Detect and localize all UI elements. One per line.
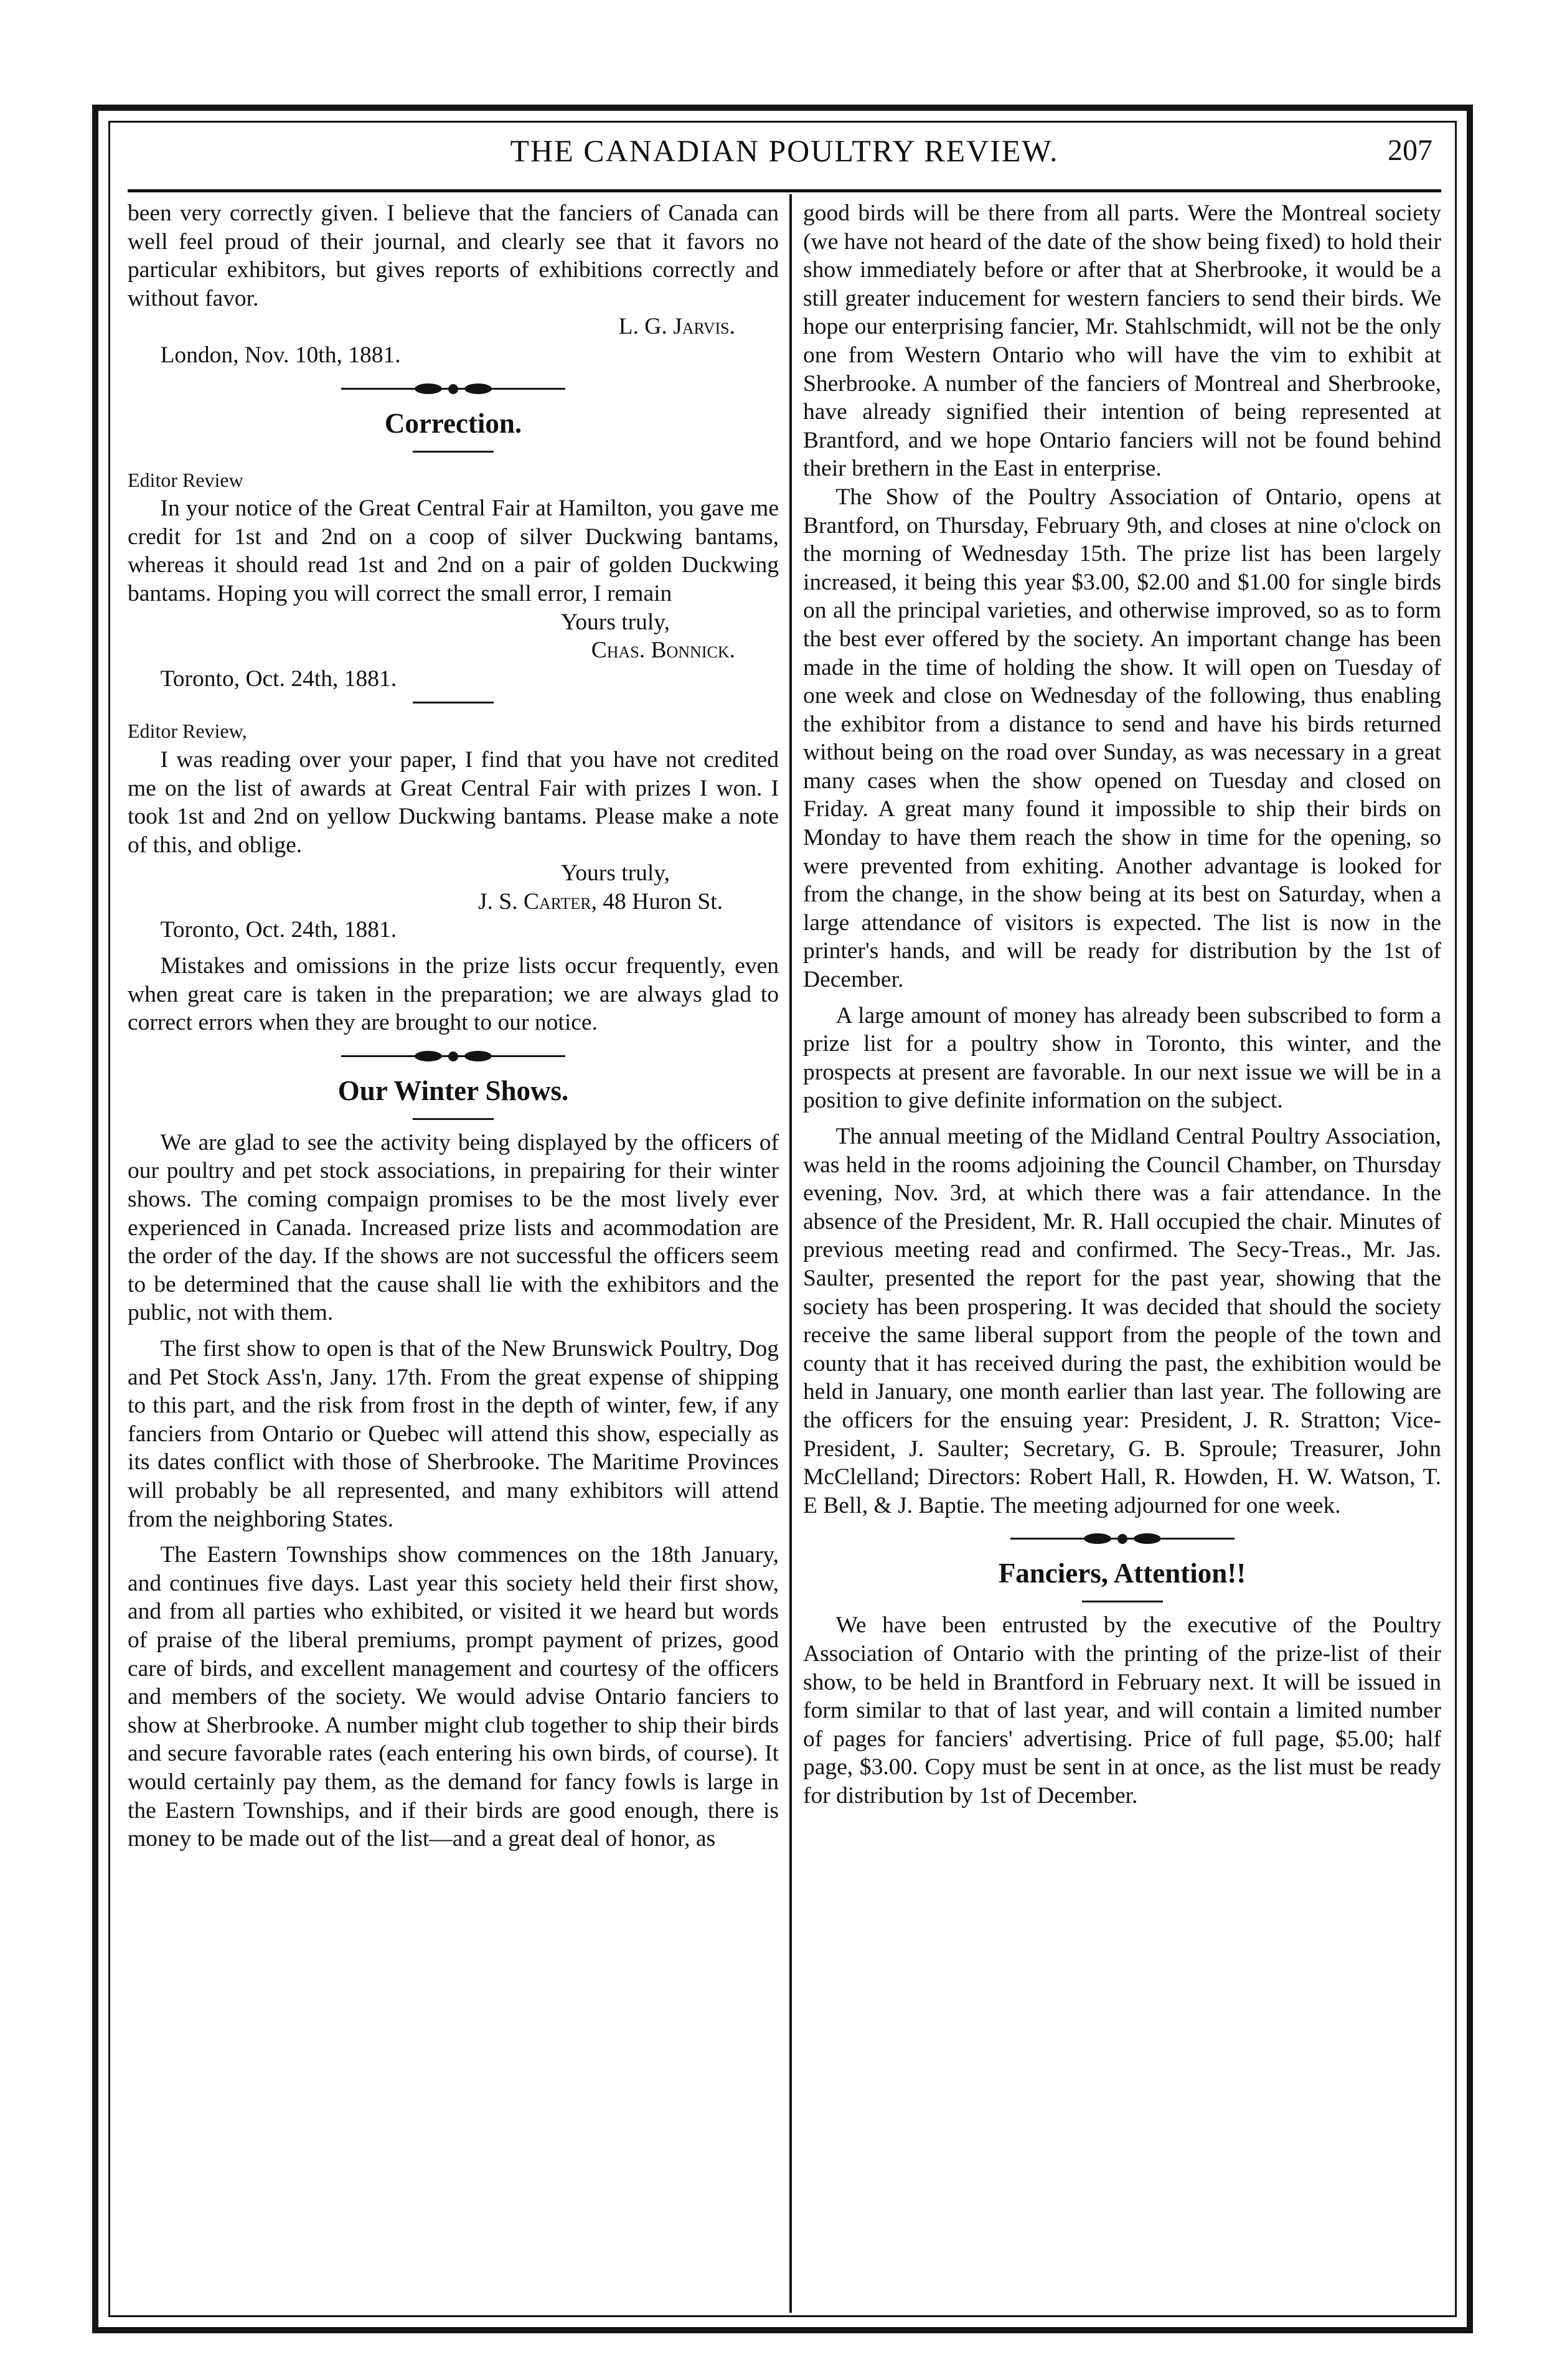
correction-title: Correction. <box>384 407 522 439</box>
fanciers-text: We have been entrusted by the executive of the Poultry Association of Ontario with the printing of the prize-list of their show, to be held in Brantford in February next. It will be issued in form similar to that of last year, and will contain a limited number of pages for fanciers' advertising. Price of full page, $5.00; half page, $3.00. Copy must be sent in at once, as the list must be ready for distribution by 1st of December. <box>803 1612 1441 1809</box>
letter2-salutation: Editor Review, <box>128 720 247 743</box>
winter-shows-paragraph: We are glad to see the activity being displayed by the officers of our poultry and pet stock associations, in prepairing for their winter shows. The coming compaign promises to be the most lively ever experienced in Canada. Increased prize lists and acommodation are the order of the day. If the shows are not successful the officers seem to be determined that the cause shall lie with the exhibitors and the public, not with them. <box>128 1129 779 1326</box>
jarvis-letter-text: been very correctly given. I believe that the fanciers of Canada can well feel proud of their journal, and clearly see that it favors no particular exhibitors, but gives reports of exhibitions correctly and without favor. <box>128 200 779 311</box>
letter2-text: I was reading over your paper, I find that you have not credited me on the list of awards at Great Central Fair with prizes I won. I took 1st and 2nd on yellow Duckwing bantams. Please make a note of this, and oblige. <box>128 746 779 858</box>
continued-paragraph: The Show of the Poultry Association of Ontario, opens at Brantford, on Thursday, February 9th, and closes at nine o'clock on the morning of Wednesday 15th. The prize list has been largely increased, it being this year $3.00, $2.00 and $1.00 for single birds on all the principal varieties, and otherwise improved, so as to form the best ever offered by the society. An important change has been made in the time of holding the show. It will open on Tuesday of one week and close on Wednesday of the following, thus enabling the exhibitor from a distance to send and have his birds returned without being on the road over Sunday, as was necessary in a great many cases when the show opened on Tuesday and closed on Friday. A great many found it impossible to ship their birds on Monday to have them reach the show in time for the opening, so were prevented from exhiting. Another advantage is looked for from the change, in the show being at its best on Saturday, when a large attendance of visitors is expected. The list is now in the printer's hands, and will be ready for distribution by the 1st of December. <box>803 484 1441 993</box>
winter-shows-paragraph: The first show to open is that of the New Brunswick Poultry, Dog and Pet Stock Ass'n, Jany. 17th. From the great expense of shipping to this part, and the risk from frost in the depth of winter, few, if any fanciers from Ontario or Quebec will attend this show, especially as its dates conflict with those of Sherbrooke. The Maritime Provinces will probably be all represented, and many exhibitors will attend from the neighboring States. <box>128 1336 779 1532</box>
letter1-salutation: Editor Review <box>128 468 243 491</box>
editor-note: Mistakes and omissions in the prize lists occur frequently, even when great care is taken in the preparation; we are always glad to correct errors when they are brought to our notice. <box>128 953 779 1036</box>
letter1-signature: Chas. Bonnick. <box>591 637 735 664</box>
fanciers-title: Fanciers, Attention!! <box>998 1558 1246 1589</box>
running-title: THE CANADIAN POULTRY REVIEW. <box>510 133 1059 168</box>
letter2-closing: Yours truly, <box>560 860 670 887</box>
letter1-dateline: Toronto, Oct. 24th, 1881. <box>160 666 397 692</box>
jarvis-dateline: London, Nov. 10th, 1881. <box>160 342 401 368</box>
section-ornament <box>341 1043 565 1068</box>
winter-shows-title: Our Winter Shows. <box>337 1075 569 1106</box>
winter-shows-paragraph: The Eastern Townships show commences on the 18th January, and continues five days. Last year this society held their first show, and from all parties who exhibited, or visited it we heard but words of praise of the liberal premiums, prompt payment of prizes, good care of birds, and excellent management and courtesy of the officers and members of the society. We would advise Ontario fanciers to show at Sherbrooke. A number might club together to ship their birds and secure favorable rates (each entering his own birds, of course). It would certainly pay them, as the demand for fancy fowls is large in the Eastern Townships, and if their birds are good enough, there is money to be made out of the list—and a great deal of honor, as <box>128 1542 779 1852</box>
short-rule <box>413 1118 494 1120</box>
running-header <box>128 132 1441 169</box>
jarvis-signature: L. G. Jarvis. <box>618 314 735 340</box>
section-ornament <box>341 376 565 401</box>
short-rule <box>413 702 494 703</box>
letter2-signature-name: J. S. Carter, <box>477 888 597 915</box>
short-rule <box>1082 1601 1163 1602</box>
letter2-dateline: Toronto, Oct. 24th, 1881. <box>160 917 397 943</box>
section-ornament <box>1010 1526 1235 1551</box>
letter2-signature-address: 48 Huron St. <box>596 888 723 915</box>
letter2-signature <box>128 888 779 916</box>
page-number: 207 <box>1388 134 1432 167</box>
letter1-text: In your notice of the Great Central Fair at Hamilton, you gave me credit for 1st and 2nd on a coop of silver Duckwing bantams, whereas it should read 1st and 2nd on a pair of golden Duckwing bantams. Hoping you will correct the small error, I remain <box>128 496 779 606</box>
continued-paragraph: good birds will be there from all parts. Were the Montreal society (we have not heard of the date of the show being fixed) to hold their show immediately before or after that at Sherbrooke, it would be a still greater inducement for western fanciers to send their birds. We hope our enterprising fancier, Mr. Stahlschmidt, will not be the only one from Western Ontario who will have the vim to exhibit at Sherbrooke. A number of the fanciers of Montreal and Sherbrooke, have already signified their intention of being represented at Brantford, and we hope Ontario fanciers will not be found behind their brethern in the East in enterprise. <box>803 200 1441 482</box>
letter1-closing: Yours truly, <box>560 609 670 635</box>
right-column <box>803 199 1441 2313</box>
header-rule <box>128 189 1441 192</box>
continued-paragraph: A large amount of money has already been subscribed to form a prize list for a poultry show in Toronto, this winter, and the prospects at present are favorable. In our next issue we will be in a position to give definite information on the subject. <box>803 1002 1441 1114</box>
short-rule <box>413 451 494 453</box>
left-column <box>128 199 779 2313</box>
column-divider <box>789 194 792 2313</box>
continued-paragraph: The annual meeting of the Midland Central Poultry Association, was held in the rooms adjoining the Council Chamber, on Thursday evening, Nov. 3rd, at which there was a fair attendance. In the absence of the President, Mr. R. Hall occupied the chair. Minutes of previous meeting read and confirmed. The Secy-Treas., Mr. Jas. Saulter, presented the report for the past year, showing that the society has been prospering. It was decided that should the society receive the same liberal support from the people of the town and county that it has received during the past, the exhibition would be held in January, one month earlier than last year. The following are the officers for the ensuing year: President, J. R. Stratton; Vice-President, J. Saulter; Secretary, G. B. Sproule; Treasurer, John McClelland; Directors: Robert Hall, R. Howden, H. W. Watson, T. E Bell, & J. Baptie. The meeting adjourned for one week. <box>803 1124 1441 1518</box>
